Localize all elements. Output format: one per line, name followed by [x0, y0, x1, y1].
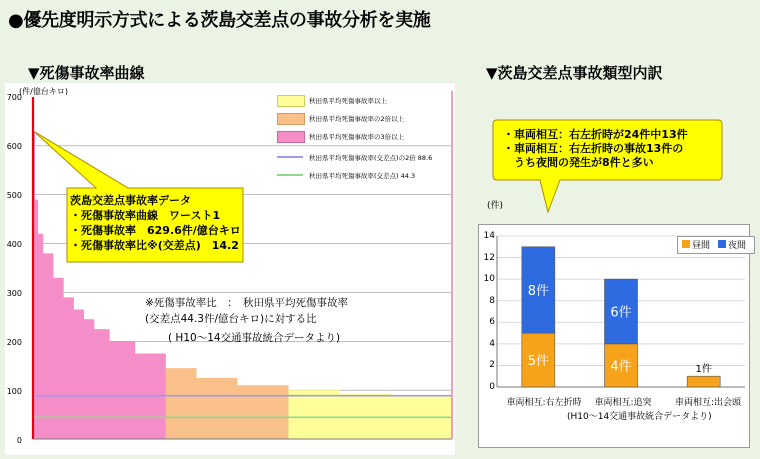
- y-tick: 14: [483, 231, 495, 241]
- y-tick: 400: [6, 240, 22, 249]
- type-breakdown-callout: [503, 128, 688, 170]
- legend-swatch-daytime: [682, 240, 690, 248]
- y-tick: 4: [489, 339, 495, 349]
- callout-line: ・死傷事故率曲線 ワースト1: [70, 209, 221, 222]
- callout-line: ・死傷事故率 629.6件/億台キロ: [70, 224, 241, 237]
- y-tick: 8: [489, 296, 495, 306]
- ratio-note-line2: (交差点44.3件/億台キロ)に対する比: [145, 313, 317, 325]
- curve-legend: 秋田県平均死傷事故率以上 秋田県平均死傷事故率の2倍以上 秋田県平均死傷事故率の3倍以上 秋田県平均死傷事故率(交差点)の2倍 88.6 秋田県平均死傷事故率(交差点) 44.3: [277, 95, 459, 183]
- right-section-title: ▼茨島交差点事故類型内訳: [486, 64, 663, 82]
- type-chart-legend: [677, 236, 755, 254]
- y-tick: 300: [6, 289, 22, 298]
- category-label: 車両相互:追突: [594, 398, 652, 408]
- y-tick: 2: [489, 360, 495, 370]
- legend-swatch-night: [718, 240, 726, 248]
- bar-segment: [687, 376, 720, 387]
- bar-value-label: 5件: [527, 354, 549, 370]
- category-label: 車両相互:右左折時: [506, 398, 582, 408]
- y-tick: 200: [6, 338, 22, 347]
- left-y-unit: (件/億台キロ): [19, 87, 68, 96]
- right-y-unit: (件): [487, 201, 504, 211]
- bar-value-label: 4件: [610, 359, 632, 375]
- category-label: 車両相互:出会頭: [674, 398, 742, 408]
- callout-line: うち夜間の発生が8件と多い: [503, 156, 654, 169]
- callout-title: 茨島交差点事故率データ: [70, 194, 191, 207]
- type-chart-source: (H10～14交通事故統合データより): [567, 412, 712, 422]
- bar-value-label: 1件: [695, 364, 712, 376]
- y-tick: 0: [16, 436, 22, 445]
- callout-line: ・車両相互：右左折時の事故13件の: [503, 142, 684, 155]
- y-tick: 12: [483, 253, 495, 263]
- bar-value-label: 6件: [610, 305, 632, 321]
- legend-swatch: [277, 113, 305, 125]
- y-tick: 0: [489, 382, 495, 392]
- y-tick: 700: [6, 93, 22, 102]
- legend-label-night: 夜間: [728, 241, 747, 251]
- legend-swatch: [277, 131, 305, 143]
- intersection-data-callout: [70, 193, 245, 253]
- y-tick: 600: [6, 142, 22, 151]
- legend-label-daytime: 昼間: [692, 241, 711, 251]
- legend-line: [277, 174, 303, 176]
- ratio-note-line1: ※死傷事故率比 ： 秋田県平均死傷事故率: [145, 297, 349, 309]
- callout-line: ・死傷事故率比※(交差点) 14.2: [70, 239, 239, 252]
- left-section-title: ▼死傷事故率曲線: [28, 64, 145, 82]
- legend-swatch: [277, 95, 305, 107]
- page-title: ●優先度明示方式による茨島交差点の事故分析を実施: [8, 10, 431, 31]
- legend-line: [277, 156, 303, 158]
- ratio-note-source: ( H10～14交通事故統合データより): [168, 332, 341, 344]
- y-tick: 6: [489, 317, 495, 327]
- y-tick: 500: [6, 191, 22, 200]
- y-tick: 100: [6, 387, 22, 396]
- y-tick: 10: [483, 274, 495, 284]
- bar-value-label: 8件: [527, 283, 549, 299]
- callout-line: ・車両相互：右左折時が24件中13件: [503, 128, 688, 141]
